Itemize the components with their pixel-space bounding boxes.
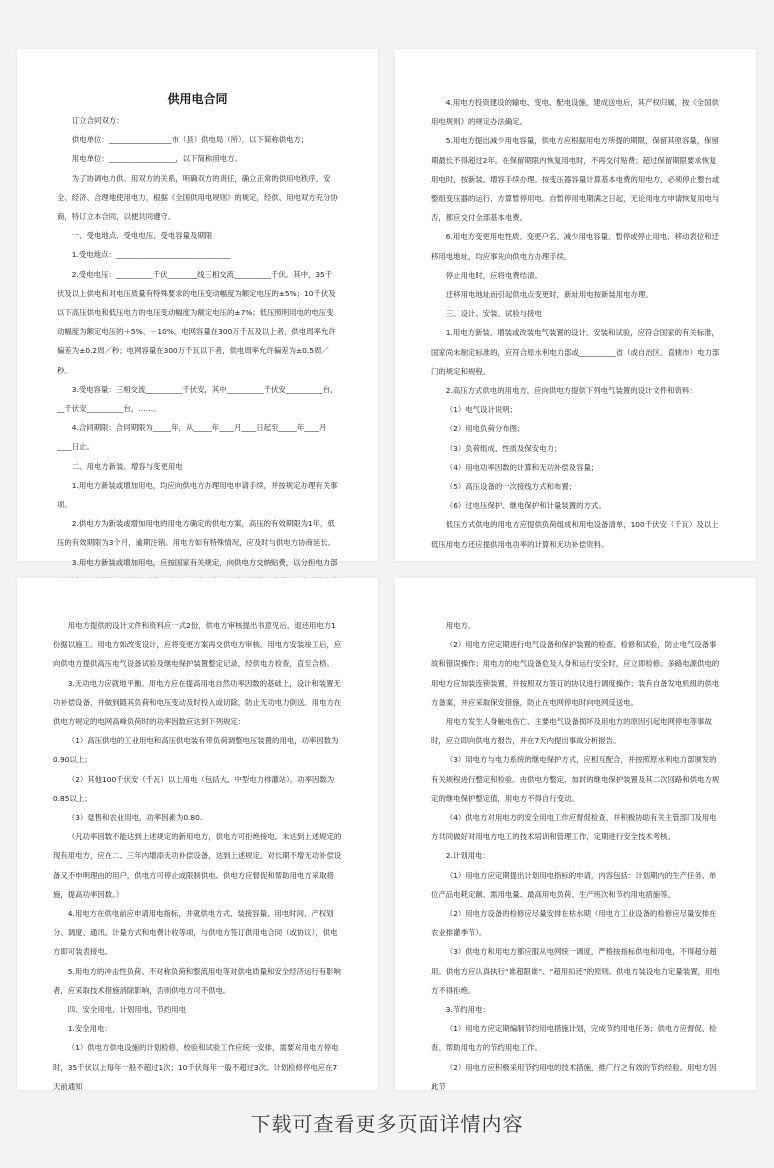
paragraph: （2）其他100千伏安（千瓦）以上用电（包括大、中型电力排灌站），功率因数为0.85以上； <box>53 774 335 803</box>
paragraph: 1.受电地点：_______________________________ <box>71 250 231 260</box>
paragraph: 为了协调电力供、用双方的关系，明确双方的责任，确立正常的供用电秩序，安全、经济、合理地使用电力，根据《全国供用电规则》的规定，经供、用电双方充分协商，特订立本合同，以便共同遵守。 <box>57 173 338 222</box>
paragraph: 3.受电容量：三相交流__________千伏安，其中__________千伏安__________台，__千伏安__________台，……。 <box>57 384 338 414</box>
paragraph: 2.高压方式供电的用电方，应向供电方提供下列电气装置的设计文件和资料： <box>445 386 697 396</box>
download-more-caption[interactable]: 下载可查看更多页面详情内容 <box>250 1112 524 1136</box>
paragraph: （3）用电方与电力系统的继电保护方式，应相互配合，并按照原水利电力部颁发的有关规程进行整定和检验。由供电方整定、加封的继电保护装置及其二次回路和供电方规定的继电保护整定值，用电方不得自行变动。 <box>431 755 720 803</box>
document-page-1 <box>17 49 378 567</box>
paragraph: 一、受电地点、受电电压、受电容量及期限 <box>71 231 213 241</box>
paragraph: （3）负荷组成、性质及保安电力； <box>445 443 562 453</box>
paragraph: 1.用电方新装、增装或改装电气装置的设计、安装和试验，应符合国家的有关标准，国家尚未制定标准的，应符合原水利电力部或__________省（或自治区、直辖市）电力部门的规定和规程。 <box>431 328 720 376</box>
page-body <box>57 111 338 610</box>
document-page-2 <box>395 49 756 561</box>
page-body <box>431 616 722 1096</box>
paragraph: 1.用电方新装或增加用电，均应向供电方办理用电申请手续，并按规定办理有关事项。 <box>57 480 338 510</box>
paragraph: 2.供电方为新装或增加用电的用电方确定的供电方案，高压的有效期限为1年，低压的有效期限为3个月，逾期注销。用电方如有特殊情况，应及时与供电方协商延长。 <box>57 519 336 548</box>
page-body <box>431 93 722 554</box>
paragraph: （5）高压设备的一次接线方式和布置； <box>445 482 577 492</box>
paragraph: 2.受电电压：__________千伏________线三相交流__________千伏。其中，35千伏及以上供电和对电压质量有特殊要求的电压变动幅度为额定电压的±5%；10千伏及以下高压供电和低压电力的电压变动幅度为额定电压的±7%；低压照明用电的电压变动幅度为额定电压的＋5%、－10%。电网容量在300万千瓦及以上者，供电周率允许偏差为±0.2周／秒；电网容量在300万千瓦以下者，供电周率允许偏差为±0.5周／秒。 <box>57 269 336 375</box>
paragraph: 订立合同双方： <box>71 116 124 125</box>
paragraph: （3）供电方和用电方都应服从电网统一调度，严格按指标供电和用电，不得超分超用。供电方应认真执行“谁超限谁”、“超用扣还”的原则。供电方装设电力定量装置，用电方不得拒绝。 <box>431 947 720 995</box>
paragraph: 3.节约用电： <box>445 1005 490 1015</box>
paragraph: 3.用电方新装或增加用电，应按国家有关规定，向供电方交纳贴费，以分担电力部 <box>71 557 338 567</box>
paragraph: 迁移用电地址而引起供电点变更时，新址用电按新装用电办理。 <box>445 290 653 300</box>
paragraph: 用电方提供的设计文件和资料应一式2份，供电方审核提出书意见后，退还用电方1份据以施工。用电方如改变设计，应将变更方案再交供电方审核。用电方安装竣工后，应向供电方提供高压电气设备试验及继电保护装置整定记录，经供电方检查，直至合格。 <box>53 621 342 669</box>
paragraph: （1）用电方应定期提出计划用电指标的申请，内容包括：计划期内的生产任务、单位产品电耗定额、需用电量、最高用电负荷、生产班次和节约用电措施等。 <box>431 870 717 899</box>
paragraph: （1）高压供电的工业用电和高压供电装有带负荷调整电压装置的用电，功率因数为0.90以上； <box>53 736 339 765</box>
paragraph: （2）用电负荷分布图； <box>445 424 525 434</box>
paragraph: 二、用电方新装、增容与变更用电 <box>71 461 183 471</box>
paragraph: 三、设计、安装、试验与接电 <box>445 309 542 319</box>
paragraph: （3）趸售和农业用电，功率因素为0.80. <box>67 813 203 823</box>
paragraph: 用电方。 <box>445 621 476 630</box>
paragraph: 4.合同期限：合同期限为_____年，从_____年____月____日起至_____年____月____日止。 <box>57 423 327 452</box>
paragraph: （凡功率因数不能达到上述规定的新用电方，供电方可拒绝接电。未达到上述规定的现有用电方，应在二、三年内增添无功补偿设备，达到上述规定。对长期不增无功补偿设备又不申明理由的用户，供电方可停止或限制供电。供电方应督促和帮助用电方采取措施，提高功率因数。） <box>53 832 342 899</box>
page-body <box>53 616 342 1096</box>
paragraph: 停止用电时，应将电费结清。 <box>445 270 542 280</box>
paragraph: （1）供电方供电设施的计划检修，校验和试验工作应统一安排，需要对用电方停电时，35千伏以上每年一般不超过1次；10千伏每年一般不超过3次。计划检修停电应在7天前通知 <box>53 1043 339 1091</box>
paragraph: 2.计划用电： <box>445 851 490 861</box>
paragraph: （2）用电方应积极采用节约用电的技术措施，推广行之有效的节约经验。用电方因此节 <box>431 1062 717 1091</box>
paragraph: （4）用电功率因数的计算和无功补偿及容量； <box>445 462 599 472</box>
document-page-4 <box>395 578 756 1090</box>
paragraph: 四、安全用电、计划用电、节约用电 <box>67 1005 187 1015</box>
paragraph: （2）用电方应定期进行电气设备和保护装置的检查、检修和试验，防止电气设备事故和错误操作；用电方的电气设备危及人身和运行安全时，应立即检修；多路电源供电的用电方应加装连锁装置，并按照双方签订的协议进行调度操作；装有自备发电机组的供电方备案，并应采取保安措施，防止在电网停电时向电网反送电。 <box>431 640 720 707</box>
paragraph: 3.无功电力应就地平衡。用电方应在提高用电自然功率因数的基础上，设计和装置无功补偿设备，并做到随其负荷和电压变动及时投入或切除，防止无功电力倒送。用电方在供电方规定的电网高峰负荷时的功率因数应达到下列规定： <box>53 678 342 727</box>
paragraph: 6.用电方变更用电性质、变更户名、减少用电容量、暂停或停止用电、移动表位和迁移用电地址，均应事先向供电方办理手续。 <box>431 232 719 261</box>
paragraph: 低压方式供电的用电方应提供负荷组成和用电设备清单，100千伏安（千瓦）及以上低压用电方还应提供用电功率的计算和无功补偿资料。 <box>431 520 719 549</box>
paragraph: （1）电气设计说明； <box>445 405 518 415</box>
paragraph: 用电单位：__________________，以下简称用电方。 <box>71 154 242 164</box>
paragraph: 4.用电方在供电前应申请用电指标，并就供电方式、装接容量、用电时间、产权划分、调度、通讯、计量方式和电费计收等项，与供电方签订供用电合同（或协议），供电方即可装表接电。 <box>53 909 338 957</box>
paragraph: 5.用电方提出减少用电容量，供电方应根据用电方所提的期限，保留其原容量，保留期最长不得超过2年。在保留期限内恢复用电时，不再交付贴费；超过保留期限要求恢复用电时，按新装、增容手续办理。按变压器容量计算基本电费的用电方，必须停止整台或整组变压器的运行，方算暂停用电。自暂停用电期满之日起，无论用电方申请恢复用电与否，都应交付全部基本电费。 <box>431 136 720 223</box>
paragraph: 1.安全用电： <box>67 1024 112 1034</box>
paragraph: （1）用电方应定期编制节约用电措施计划，完成节约用电任务；供电方应督促、检查、帮助用电方的节约用电工作。 <box>431 1024 717 1053</box>
paragraph: 4.用电方投资建设的输电、变电、配电设施，建成送电后，其产权归属，按《全国供用电规则》的规定办法确定。 <box>431 98 719 127</box>
paragraph: （6）过电压保护、继电保护和计量装置的方式。 <box>445 501 606 511</box>
paragraph: 5.用电方的冲击性负荷、不对称负荷和整流用电等对供电质量和安全经济运行有影响者，应采取技术措施消除影响，否则供电方可不供电。 <box>53 966 341 995</box>
document-page-3 <box>17 578 378 1090</box>
paragraph: （2）用电方设备的检修应尽量安排在枯水期（用电方工业设备的检修应尽量安排在农业排灌季节）。 <box>431 909 717 938</box>
paragraph: （4）供电方对用电方的安全用电工作应督促检查，并积极协助有关主管部门及用电方共同做好对用电方电工的技术培训和管理工作，定期进行安全技术考核。 <box>431 813 717 842</box>
paragraph: 用电方发生人身触电伤亡、主要电气设备损坏及用电方的原因引起电网停电等事故时，应立即向供电方报告，并在7天内提出事故分析报告。 <box>431 717 712 746</box>
contract-title: 供用电合同 <box>167 92 228 106</box>
paragraph: 供电单位：_________________市（县）供电局（所），以下简称供电方； <box>71 135 309 145</box>
